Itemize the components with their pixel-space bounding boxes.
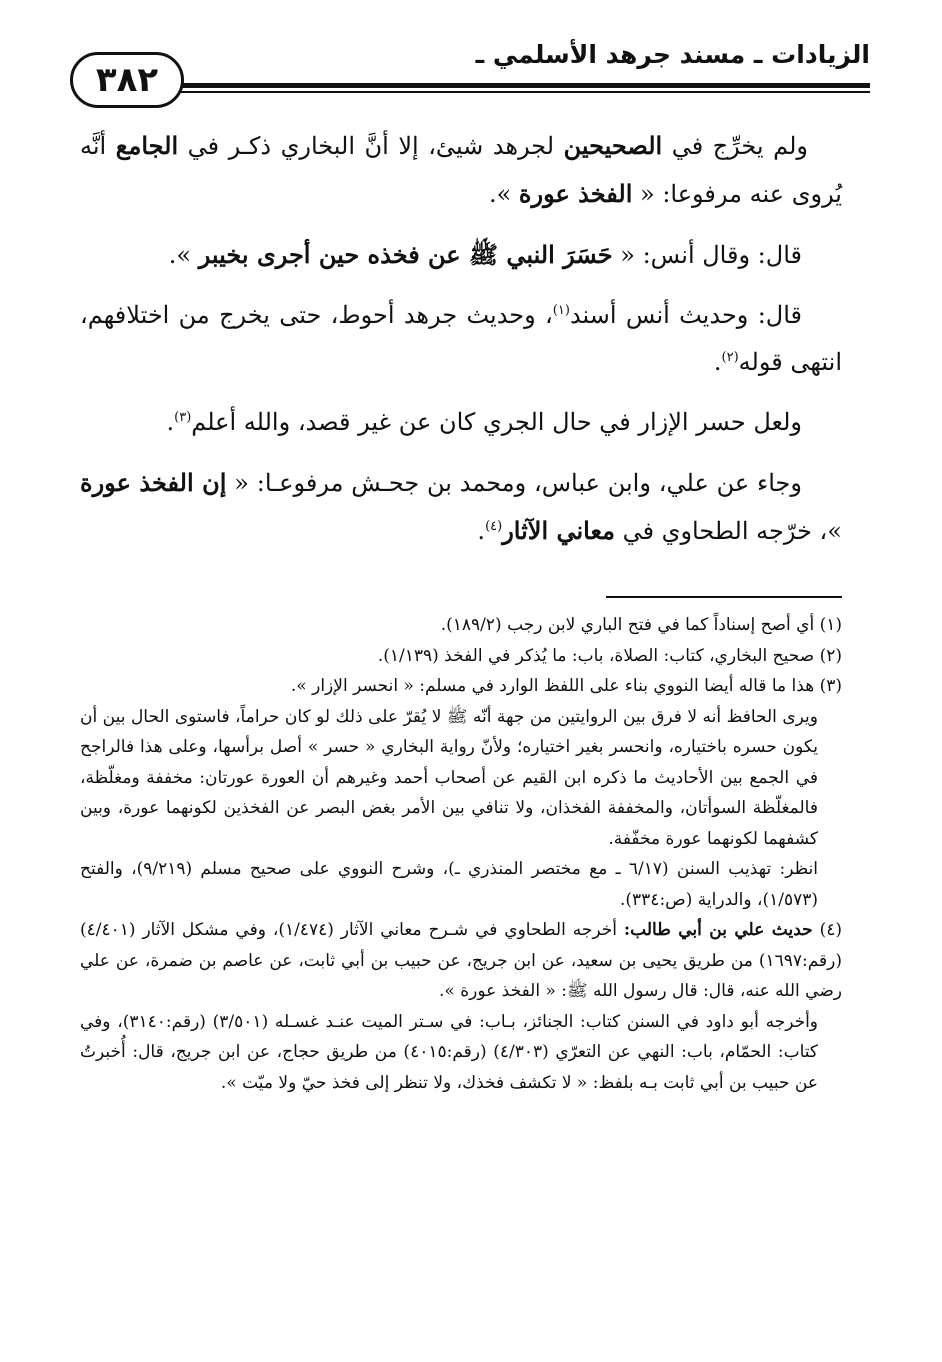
footnote-ref-1: (١) bbox=[552, 303, 570, 318]
text-run: قال: وحديث أنس أسند bbox=[569, 301, 803, 329]
footnote-separator bbox=[606, 596, 842, 598]
footnote-number: (٤) bbox=[812, 920, 842, 940]
paragraph-4 bbox=[80, 399, 842, 446]
main-text bbox=[80, 122, 842, 568]
footnote-4 bbox=[80, 915, 842, 1007]
text-run: ، وحديث جرهد أحوط، حتى يخرج من اختلافهم، انتهى قوله bbox=[80, 301, 842, 376]
bold-run: الصحيحين bbox=[563, 131, 663, 160]
footnote-4-continuation: وأخرجه أبو داود في السنن كتاب: الجنائز، بـاب: في سـتر الميت عنـد غسـله (٣/٥٠١) (رقم:٣١٤٠)، وفي كتاب: الحمّام، باب: النهي عن التعرّي (٤/٣٠٣) (رقم:٤٠١٥) من طريق حجاج، عن ابن جريج، قال: أُخبرتُ عن حبيب بن أبي ثابت بـه بلفظ: « لا تكشف فخذك، ولا تنظر إلى فخذ حيّ ولا ميّت ». bbox=[80, 1011, 819, 1093]
bold-run: حديث علي بن أبي طالب: bbox=[623, 920, 813, 940]
text-run: . bbox=[477, 517, 486, 545]
quoted-hadith: الفخذ عورة bbox=[518, 179, 633, 208]
header-rule-thick bbox=[142, 83, 870, 88]
quoted-hadith: حَسَرَ النبي ﷺ عن فخذه حين أجرى بخيبر bbox=[198, 240, 613, 269]
footnote-ref-3: (٣) bbox=[174, 410, 192, 425]
text-run: ». bbox=[168, 241, 199, 269]
text-run: . bbox=[166, 408, 175, 436]
footnotes bbox=[80, 610, 842, 1098]
paragraph-1 bbox=[80, 122, 842, 218]
running-title: الزيادات ـ مسند جرهد الأسلمي ـ bbox=[475, 40, 870, 69]
quoted-hadith: إن الفخذ عورة bbox=[80, 468, 227, 497]
footnote-2: (٢) صحيح البخاري، كتاب: الصلاة، باب: ما يُذكر في الفخذ (١/١٣٩). bbox=[377, 645, 842, 666]
text-run: ». bbox=[488, 180, 519, 208]
page-header bbox=[70, 38, 870, 108]
text-run: . bbox=[713, 348, 722, 376]
text-run: أخرجه الطحاوي في شـرح معاني الآثار (١/٤٧٤)، وفي مشكل الآثار (٤/٤٠١) (رقم:١٦٩٧) من طريق يحيى بن سعيد، عن ابن جريج، عن حبيب بن أبي ثابت، عن عاصم بن ضمرة، عن علي رضي الله عنه، قال: قال رسول الله ﷺ: « الفخذ عورة ». bbox=[80, 920, 842, 1001]
text-run: أنَّه يُروى عنه مرفوعا: « bbox=[80, 132, 842, 208]
paragraph-3 bbox=[80, 292, 842, 386]
bold-run: معاني الآثار bbox=[502, 516, 615, 545]
bold-run: الجامع bbox=[115, 131, 179, 160]
footnote-3-continuation: ويرى الحافظ أنه لا فرق بين الروايتين من جهة أنّه ﷺ لا يُقرّ على ذلك لو كان حراماً، فاستوى الحال بين أن يكون حسره باختياره، وانحسر بغير اختياره؛ ولأنّ رواية البخاري « حسر » أصل برأسها، وعلى هذا فالراجح في الجمع بين الأحاديث ما ذكره ابن القيم عن أصحاب أحمد وغيرهم أن العورة عورتان: مخففة ومغلّظة، فالمغلّظة السوأتان، والمخففة الفخذان، ولا تنافي بين الأمر بغض البصر عن الفخذين لكونهما عورة، وبين كشفهما لكونهما عورة مخفّفة. bbox=[80, 706, 818, 849]
footnote-1: (١) أي أصح إسناداً كما في فتح الباري لابن رجب (١٨٩/٢). bbox=[440, 615, 842, 635]
text-run: ولم يخرِّج في bbox=[662, 132, 808, 160]
text-run: لجرهد شيئ، إلا أنَّ البخاري ذكـر في bbox=[178, 132, 564, 160]
footnote-3: (٣) هذا ما قاله أيضا النووي بناء على اللفظ الوارد في مسلم: « انحسر الإزار ». bbox=[290, 676, 842, 696]
text-run: قال: وقال أنس: « bbox=[612, 241, 802, 269]
header-rule-thin bbox=[142, 91, 870, 93]
footnote-3-references: انظر: تهذيب السنن (٦/١٧ ـ مع مختصر المنذري ـ)، وشرح النووي على صحيح مسلم (٩/٢١٩)، والفتح (١/٥٧٣)، والدراية (ص:٣٣٤). bbox=[80, 859, 818, 910]
paragraph-2 bbox=[80, 231, 842, 279]
text-run: ولعل حسر الإزار في حال الجري كان عن غير قصد، والله أعلم bbox=[191, 408, 802, 436]
paragraph-5 bbox=[80, 459, 842, 555]
text-run: وجاء عن علي، وابن عباس، ومحمد بن جحـش مرفوعـا: « bbox=[226, 469, 802, 497]
footnote-ref-2: (٢) bbox=[721, 350, 739, 365]
text-run: »، خرّجه الطحاوي في bbox=[614, 517, 842, 545]
page-number: ٣٨٢ bbox=[70, 52, 184, 108]
footnote-ref-4: (٤) bbox=[485, 519, 503, 534]
